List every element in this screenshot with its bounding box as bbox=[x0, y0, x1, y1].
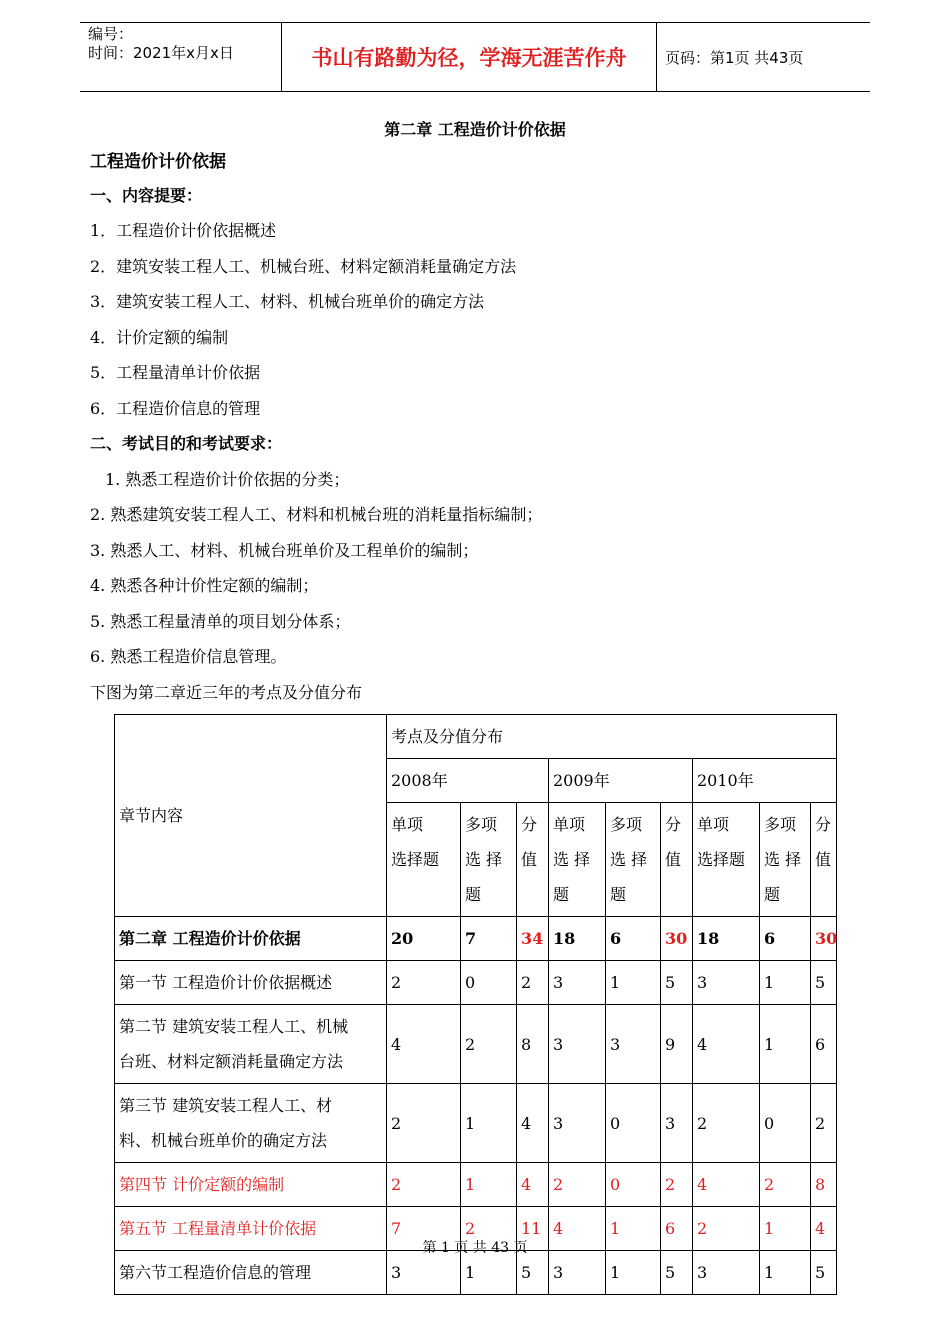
cell-score: 30 bbox=[811, 917, 837, 961]
requirement-item: 1. 熟悉工程造价计价依据的分类； bbox=[105, 470, 350, 489]
cell-value: 2 bbox=[461, 1207, 517, 1251]
header-score: 分 值 bbox=[661, 803, 693, 917]
cell-value: 3 bbox=[606, 1005, 661, 1084]
table-row bbox=[115, 917, 837, 961]
row-label: 第四节 计价定额的编制 bbox=[115, 1163, 387, 1207]
header-multi-choice: 多项 选 择 题 bbox=[606, 803, 661, 917]
header-multi-choice: 多项 选 择 题 bbox=[760, 803, 811, 917]
cell-value: 2 bbox=[760, 1163, 811, 1207]
requirements-heading: 二、考试目的和考试要求： bbox=[90, 434, 283, 453]
cell-value: 0 bbox=[461, 961, 517, 1005]
summary-item: 6．工程造价信息的管理 bbox=[90, 399, 261, 418]
cell-score: 34 bbox=[517, 917, 549, 961]
cell-value: 7 bbox=[461, 917, 517, 961]
summary-heading: 一、内容提要： bbox=[90, 186, 203, 205]
cell-value: 1 bbox=[461, 1251, 517, 1295]
header-motto: 书山有路勤为径，学海无涯苦作舟 bbox=[281, 23, 657, 91]
requirement-item: 3. 熟悉人工、材料、机械台班单价及工程单价的编制； bbox=[90, 541, 479, 560]
summary-item: 1．工程造价计价依据概述 bbox=[90, 221, 277, 240]
cell-value: 5 bbox=[811, 961, 837, 1005]
cell-value: 1 bbox=[606, 961, 661, 1005]
cell-value: 4 bbox=[517, 1163, 549, 1207]
row-label: 第二节 建筑安装工程人工、机械 台班、材料定额消耗量确定方法 bbox=[115, 1005, 387, 1084]
cell-value: 6 bbox=[606, 917, 661, 961]
cell-value: 0 bbox=[606, 1163, 661, 1207]
header-distribution: 考点及分值分布 bbox=[387, 715, 837, 759]
table-row bbox=[115, 1251, 837, 1295]
cell-value: 8 bbox=[811, 1163, 837, 1207]
cell-value: 6 bbox=[760, 917, 811, 961]
cell-value: 5 bbox=[811, 1251, 837, 1295]
score-distribution-table bbox=[114, 714, 837, 1295]
table-intro: 下图为第二章近三年的考点及分值分布 bbox=[90, 683, 363, 702]
header-page-info: 页码：第1页 共43页 bbox=[665, 48, 804, 67]
header-number-label: 编号： bbox=[88, 25, 134, 43]
cell-value: 4 bbox=[693, 1005, 760, 1084]
cell-value: 11 bbox=[517, 1207, 549, 1251]
cell-value: 3 bbox=[661, 1084, 693, 1163]
table-row bbox=[115, 1005, 837, 1084]
table-row bbox=[115, 1163, 837, 1207]
cell-value: 3 bbox=[549, 1084, 606, 1163]
cell-value: 2 bbox=[517, 961, 549, 1005]
cell-value: 4 bbox=[517, 1084, 549, 1163]
cell-value: 1 bbox=[760, 1005, 811, 1084]
header-single-choice: 单项 选 择 题 bbox=[549, 803, 606, 917]
summary-item: 4．计价定额的编制 bbox=[90, 328, 229, 347]
row-label: 第三节 建筑安装工程人工、材 料、机械台班单价的确定方法 bbox=[115, 1084, 387, 1163]
header-year-2010: 2010年 bbox=[693, 759, 837, 803]
cell-value: 6 bbox=[661, 1207, 693, 1251]
header-year-2008: 2008年 bbox=[387, 759, 549, 803]
row-label: 第二章 工程造价计价依据 bbox=[115, 917, 387, 961]
cell-value: 6 bbox=[811, 1005, 837, 1084]
header-multi-choice: 多项 选 择 题 bbox=[461, 803, 517, 917]
cell-value: 3 bbox=[549, 1005, 606, 1084]
cell-value: 2 bbox=[811, 1084, 837, 1163]
cell-value: 2 bbox=[693, 1084, 760, 1163]
summary-item: 2．建筑安装工程人工、机械台班、材料定额消耗量确定方法 bbox=[90, 257, 517, 276]
requirement-item: 2. 熟悉建筑安装工程人工、材料和机械台班的消耗量指标编制； bbox=[90, 505, 543, 524]
cell-value: 18 bbox=[693, 917, 760, 961]
cell-score: 30 bbox=[661, 917, 693, 961]
requirement-item: 6. 熟悉工程造价信息管理。 bbox=[90, 647, 287, 666]
cell-value: 3 bbox=[387, 1251, 461, 1295]
cell-value: 1 bbox=[461, 1163, 517, 1207]
cell-value: 5 bbox=[661, 961, 693, 1005]
summary-item: 5．工程量清单计价依据 bbox=[90, 363, 261, 382]
section-title: 工程造价计价依据 bbox=[90, 152, 226, 172]
header-single-choice: 单项 选择题 bbox=[693, 803, 760, 917]
cell-value: 2 bbox=[387, 1084, 461, 1163]
cell-value: 3 bbox=[693, 1251, 760, 1295]
cell-value: 2 bbox=[661, 1163, 693, 1207]
row-label: 第五节 工程量清单计价依据 bbox=[115, 1207, 387, 1251]
cell-value: 5 bbox=[517, 1251, 549, 1295]
cell-value: 20 bbox=[387, 917, 461, 961]
cell-value: 3 bbox=[549, 1251, 606, 1295]
row-label: 第一节 工程造价计价依据概述 bbox=[115, 961, 387, 1005]
page-footer: 第 1 页 共 43 页 bbox=[422, 1240, 528, 1256]
requirement-item: 4. 熟悉各种计价性定额的编制； bbox=[90, 576, 319, 595]
cell-value: 1 bbox=[606, 1207, 661, 1251]
cell-value: 1 bbox=[760, 1251, 811, 1295]
cell-value: 7 bbox=[387, 1207, 461, 1251]
cell-value: 2 bbox=[693, 1207, 760, 1251]
cell-value: 18 bbox=[549, 917, 606, 961]
header-score: 分 值 bbox=[811, 803, 837, 917]
cell-value: 8 bbox=[517, 1005, 549, 1084]
header-time-label: 时间：2021年x月x日 bbox=[88, 44, 234, 62]
cell-value: 2 bbox=[549, 1163, 606, 1207]
cell-value: 2 bbox=[461, 1005, 517, 1084]
row-label: 第六节工程造价信息的管理 bbox=[115, 1251, 387, 1295]
cell-value: 9 bbox=[661, 1005, 693, 1084]
cell-value: 4 bbox=[811, 1207, 837, 1251]
table-row bbox=[115, 961, 837, 1005]
cell-value: 3 bbox=[549, 961, 606, 1005]
cell-value: 5 bbox=[661, 1251, 693, 1295]
page-header bbox=[80, 22, 870, 92]
header-single-choice: 单项 选择题 bbox=[387, 803, 461, 917]
requirement-item: 5. 熟悉工程量清单的项目划分体系； bbox=[90, 612, 351, 631]
cell-value: 1 bbox=[461, 1084, 517, 1163]
cell-value: 1 bbox=[606, 1251, 661, 1295]
cell-value: 1 bbox=[760, 961, 811, 1005]
cell-value: 0 bbox=[606, 1084, 661, 1163]
summary-item: 3．建筑安装工程人工、材料、机械台班单价的确定方法 bbox=[90, 292, 485, 311]
cell-value: 4 bbox=[387, 1005, 461, 1084]
header-year-2009: 2009年 bbox=[549, 759, 693, 803]
table-row bbox=[115, 1084, 837, 1163]
header-score: 分 值 bbox=[517, 803, 549, 917]
cell-value: 4 bbox=[693, 1163, 760, 1207]
cell-value: 3 bbox=[693, 961, 760, 1005]
cell-value: 0 bbox=[760, 1084, 811, 1163]
header-chapter-content: 章节内容 bbox=[115, 715, 387, 917]
cell-value: 2 bbox=[387, 1163, 461, 1207]
cell-value: 2 bbox=[387, 961, 461, 1005]
header-meta bbox=[88, 25, 283, 63]
cell-value: 1 bbox=[760, 1207, 811, 1251]
cell-value: 4 bbox=[549, 1207, 606, 1251]
chapter-title: 第二章 工程造价计价依据 bbox=[384, 120, 566, 139]
